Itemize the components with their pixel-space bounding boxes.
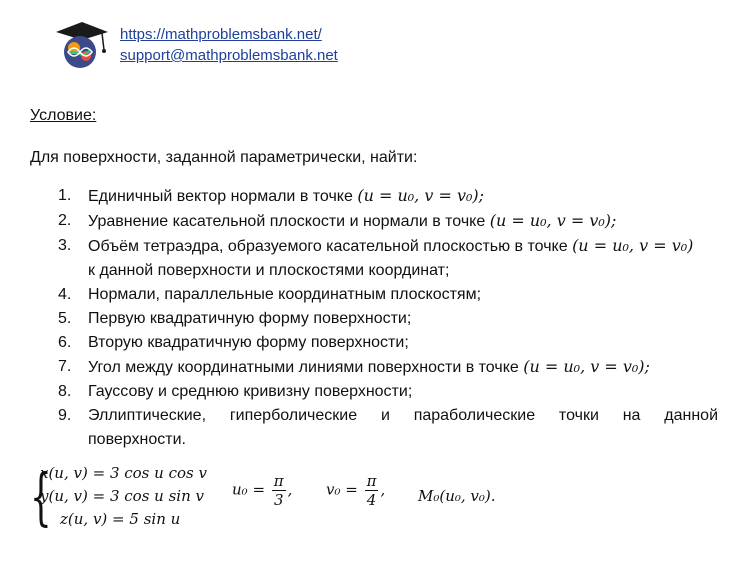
y-equation: y(u, v) = 3 cos u sin v (40, 487, 204, 505)
intro-text: Для поверхности, заданной параметрически, найти: (30, 149, 418, 166)
v0-value: v₀ = $\frac{\pi}{4}$ , (326, 472, 386, 509)
task-list (30, 184, 718, 452)
system-brace: { (30, 460, 52, 533)
list-item: 3. Объём тетраэдра, образуемого касательной плоскостью в точке (u = u₀, v = v₀) к данной поверхности и плоскостями координат; (58, 236, 694, 279)
list-item: 4. Нормали, параллельные координатным плоскостям; (58, 286, 482, 303)
list-item: 7. Угол между координатными линиями поверхности в точке (u = u₀, v = v₀); (58, 357, 650, 376)
point-m0: M₀(u₀, v₀). (418, 487, 496, 505)
logo-icon (52, 20, 110, 70)
parametric-system (30, 462, 730, 532)
z-equation: z(u, v) = 5 sin u (60, 510, 181, 528)
header-links (120, 24, 338, 66)
condition-heading: Условие: (30, 107, 97, 124)
x-equation: x(u, v) = 3 cos u cos v (40, 464, 207, 482)
list-item: 8. Гауссову и среднюю кривизну поверхности; (58, 383, 413, 400)
list-item: 6. Вторую квадратичную форму поверхности; (58, 334, 409, 351)
u0-value: u₀ = $\frac{\pi}{3}$ , (232, 472, 293, 509)
support-email-link[interactable]: support@mathproblemsbank.net (120, 47, 338, 64)
list-item: 1. Единичный вектор нормали в точке (u = u₀, v = v₀); (58, 186, 485, 205)
list-item: 9. Эллиптические, гиперболические и параболические точки на данной поверхности. (58, 407, 718, 448)
site-link[interactable]: https://mathproblemsbank.net/ (120, 26, 322, 43)
list-item: 5. Первую квадратичную форму поверхности; (58, 310, 412, 327)
list-item: 2. Уравнение касательной плоскости и нормали в точке (u = u₀, v = v₀); (58, 211, 617, 230)
